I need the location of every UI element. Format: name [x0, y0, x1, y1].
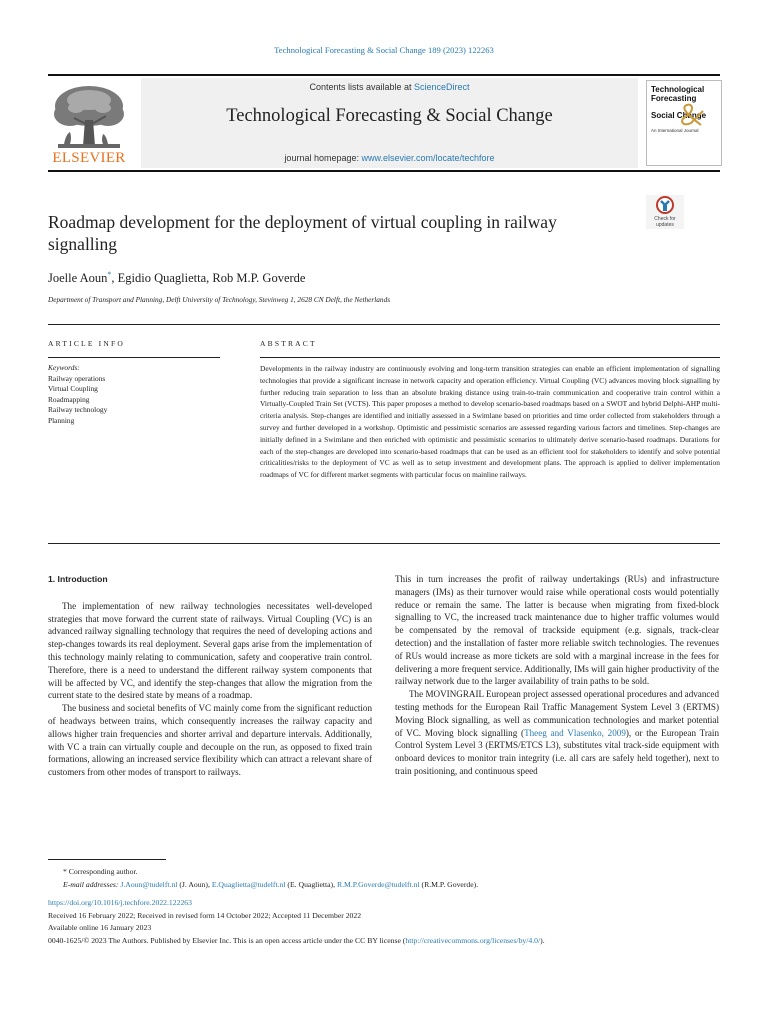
- body-paragraph: The MOVINGRAIL European project assessed operational procedures and advanced testing methods for the European Rail Traffic Management System Level 3 (ERTMS) Moving Block signalling, as well as communication technologies and market potential of VC. Moving block signalling (Theeg and Vlasenko, 2009), or the European Train Control System Level 3 (ERTMS/ETCS L3), substitutes vital track-side equipment with onboard devices to monitor train integrity (i.e. all cars are safely held together), next to train positioning, and continuous speed: [395, 689, 719, 776]
- footnote-rule: [48, 859, 166, 860]
- contents-line: Contents lists available at ScienceDirect: [309, 82, 470, 92]
- license-line: 0040-1625/© 2023 The Authors. Published by Elsevier Inc. This is an open access article under the CC BY license (http://creativecommons.org/licenses/by/4.0/).: [48, 935, 545, 945]
- author-name[interactable]: Egidio Quaglietta: [117, 271, 207, 286]
- body-paragraph: This in turn increases the profit of railway undertakings (RUs) and infrastructure managers (IMs) as their turnover would raise while operational costs would potentially reduce or remain the same. The latter is because when migrating from fixed-block signalling to VC, the increased track maintenance due to higher traffic volumes would be compensated by the removal of trackside equipment (e.g. signals, track-clear detection) and the installation of faster more reliable switch technologies. The revenues of RUs would increase as more tickets are sold with a marginal increase in the fees for delivering a more frequent service. Additionally, IMs will gain higher productivity of the railway network due to the larger availability of train paths to be sold.: [395, 574, 719, 687]
- keyword-item: Planning: [48, 415, 75, 425]
- journal-cover-thumbnail[interactable]: [646, 80, 722, 166]
- email-link[interactable]: R.M.P.Goverde@tudelft.nl: [336, 879, 420, 889]
- journal-masthead: [48, 74, 720, 172]
- elsevier-wordmark: ELSEVIER: [52, 150, 126, 166]
- paper-title: Roadmap development for the deployment of virtual coupling in railway signalling: [48, 212, 557, 254]
- author-list: Joelle Aoun*, Egidio Quaglietta, Rob M.P. Goverde: [48, 270, 306, 286]
- body-paragraph: The implementation of new railway technologies necessitates well-developed strategies that move forward the current state of railways. Virtual Coupling (VC) is an advanced railway signalling technology that requires the need of developing actions and step-changes towards its real deployment. Several gaps arise from the implementation of this technology mainly relating to communication, safety and cooperative train control. Therefore, there is a need to understand the different railway system components that will be affected by VC, and identify the step-changes that allow the migration from the current state to the desired state by means of a roadmap.: [48, 600, 372, 701]
- cover-subtitle: An International Journal: [651, 128, 699, 133]
- keyword-item: Roadmapping: [48, 394, 90, 404]
- homepage-line: journal homepage: www.elsevier.com/locate/techfore: [284, 153, 495, 163]
- footnotes: [48, 866, 720, 948]
- citation-link[interactable]: Theeg and Vlasenko, 2009: [524, 727, 626, 738]
- section-heading: 1. Introduction: [48, 574, 108, 584]
- masthead-bottom-rule: [48, 170, 720, 172]
- keyword-item: Virtual Coupling: [48, 384, 98, 394]
- body-left-column: [48, 573, 372, 779]
- corresponding-author-mark[interactable]: *: [107, 270, 112, 279]
- keyword-item: Railway technology: [48, 405, 108, 415]
- sciencedirect-link[interactable]: ScienceDirect: [414, 82, 470, 92]
- available-online: Available online 16 January 2023: [48, 923, 152, 933]
- corresponding-author-note: * Corresponding author.: [63, 867, 138, 876]
- cover-ampersand-icon: [675, 103, 709, 127]
- author-name[interactable]: Rob M.P. Goverde: [212, 271, 306, 286]
- journal-homepage-link[interactable]: www.elsevier.com/locate/techfore: [361, 153, 495, 163]
- body-right-column: [395, 573, 719, 778]
- keywords-block: [48, 363, 220, 427]
- doi-link[interactable]: https://doi.org/10.1016/j.techfore.2022.122263: [48, 898, 192, 908]
- section-divider: [48, 324, 720, 325]
- svg-text:updates: updates: [656, 222, 674, 228]
- body-paragraph: The business and societal benefits of VC mainly come from the significant reduction of headways between trains, which consequently increases the railway capacity and allows higher train frequencies and shorter arrival and departure intervals. Additionally, with VC a train can virtually couple and decouple on the run, as opposed to fixed train formations, allowing an increased service flexibility which can attract a relevant share of customers from other modes of transport to railways.: [48, 703, 372, 778]
- keywords-label: Keywords:: [48, 363, 80, 372]
- masthead-top-rule: [48, 74, 720, 76]
- abstract-rule: [260, 357, 720, 358]
- author-name[interactable]: Joelle Aoun: [48, 271, 108, 286]
- received-dates: Received 16 February 2022; Received in revised form 14 October 2022; Accepted 11 December 2022: [48, 910, 362, 920]
- abstract-text: Developments in the railway industry are continuously evolving and long-term transition strategies can enable an efficient implementation of signalling technologies that provide a significant increase in network capacity and operation efficiency. Virtual Coupling (VC) advances moving block signalling by further reducing train separation to less than an absolute braking distance using train-to-train communication and cooperative train control within a Virtually-Coupled Train Set (VCTS). This paper proposes a method to develop scenario-based roadmaps based on a SWOT and hybrid Delphi-AHP multi-criteria analysis. Step-changes are identified and initially assessed in a Swimlane based on priorities and time order collected from stakeholders through a survey and further developed in a workshop. Optimistic and pessimistic scenarios are assessed regarding various factors and timelines. Step-changes are initially defined in a Swimlane and then enriched with optimistic and pessimistic scenarios to ultimately derive scenario-based roadmaps. Durations for each of the step-changes are developed into scenario-based roadmaps that can be used as an efficient tool for stakeholders to identify and solve potential criticalities/risks to the deployment of VC as well as to setup investment and development plans. The approach is applied to deliver implementation roadmaps of VC for different market segments with particular focus on mainline railways.: [260, 364, 720, 480]
- masthead-center-panel: [141, 78, 638, 168]
- check-for-updates-icon[interactable]: [646, 195, 684, 229]
- journal-name: Technological Forecasting & Social Change: [226, 106, 553, 126]
- keyword-item: Railway operations: [48, 373, 106, 383]
- affiliation: Department of Transport and Planning, Delft University of Technology, Stevinweg 1, 2628 CN Delft, the Netherlands: [48, 295, 391, 304]
- svg-text:Check for: Check for: [654, 216, 676, 222]
- email-link[interactable]: J.Aoun@tudelft.nl: [120, 879, 178, 889]
- abstract-heading: ABSTRACT: [260, 339, 317, 348]
- article-info-rule: [48, 357, 220, 358]
- article-info-heading: ARTICLE INFO: [48, 339, 125, 348]
- license-link[interactable]: http://creativecommons.org/licenses/by/4.0/: [405, 935, 541, 945]
- email-link[interactable]: E.Quaglietta@tudelft.nl: [211, 879, 286, 889]
- cover-title: Technological Forecasting Social Change: [651, 85, 707, 120]
- journal-citation[interactable]: Technological Forecasting & Social Change 189 (2023) 122263: [274, 45, 494, 55]
- abstract-bottom-rule: [48, 543, 720, 544]
- email-addresses: E-mail addresses: J.Aoun@tudelft.nl (J. Aoun), E.Quaglietta@tudelft.nl (E. Quaglietta), R.M.P.Goverde@tudelft.nl (R.M.P. Goverde).: [63, 879, 479, 889]
